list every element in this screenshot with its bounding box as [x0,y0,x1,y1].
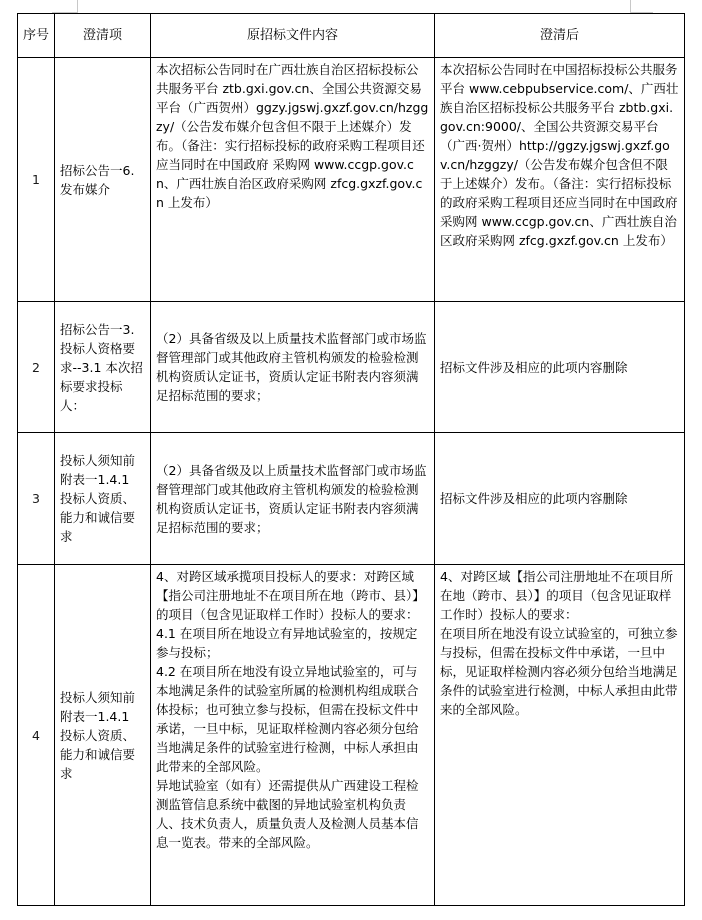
original-content: 本次招标公告同时在广西壮族自治区招标投标公共服务平台 ztb.gxi.gov.cn、全国公共资源交易平台（广西贺州）ggzy.jgswj.gxzf.gov.cn/hzggzy/（公告发布媒介包含但不限于上述媒介）发布。（备注：实行招标投标的政府采购工程项目还应当同时在中国政府 采购网 www.ccgp.gov.cn、广西壮族自治区政府采购网 zfcg.gxzf.gov.cn 上发布） [151,58,435,302]
clarified-paragraph: 4、对跨区域【指公司注册地址不在项目所在地（跨市、县）】的项目（包含见证取样工作时）投标人的要求： [440,569,673,622]
table-row [18,302,685,433]
clarified-content [435,565,685,906]
header-original-content: 原招标文件内容 [151,14,435,58]
original-paragraph: 4、对跨区域承揽项目投标人的要求：对跨区域【指公司注册地址不在项目所在地（跨市、县）】的项目（包含见证取样工作时）投标人的要求： [156,569,425,622]
original-content: （2）具备省级及以上质量技术监督部门或市场监督管理部门或其他政府主管机构颁发的检验检测机构资质认定证书，资质认定证书附表内容须满足招标范围的要求； [151,433,435,565]
row-number: 3 [18,433,55,565]
clarified-content: 招标文件涉及相应的此项内容删除 [435,433,685,565]
header-clarification-item: 澄清项 [55,14,151,58]
page-corner-mark-left [52,0,78,13]
header-after-clarification: 澄清后 [435,14,685,58]
clarification-item: 投标人须知前附表一1.4.1 投标人资质、能力和诚信要求 [55,565,151,906]
clarified-content: 本次招标公告同时在中国招标投标公共服务平台 www.cebpubservice.com/、广西壮族自治区招标投标公共服务平台 zbtb.gxi.gov.cn:9000/、全国公共资源交易平台（广西·贺州）http://ggzy.jgswj.gxzf.gov.cn/hzggzy/（公告发布媒介包含但不限于上述媒介）发布。（备注：实行招标投标的政府采购工程项目还应当同时在中国政府 采购网 www.ccgp.gov.cn、广西壮族自治区政府采购网 zfcg.gxzf.gov.cn 上发布） [435,58,685,302]
page-corner-mark-right [630,0,653,13]
original-paragraph: 4.2 在项目所在地没有设立异地试验室的，可与本地满足条件的试验室所属的检测机构组成联合体投标；也可独立参与投标，但需在投标文件中承诺，一旦中标，见证取样检测内容必须分包给当地满足条件的试验室进行检测，中标人承担由此带来的全部风险。 [156,664,419,774]
table-header-row [18,14,685,58]
table-row [18,433,685,565]
original-paragraph: 4.1 在项目所在地设立有异地试验室的，按规定参与投标； [156,626,418,660]
original-content: （2）具备省级及以上质量技术监督部门或市场监督管理部门或其他政府主管机构颁发的检验检测机构资质认定证书，资质认定证书附表内容须满足招标范围的要求； [151,302,435,433]
clarification-item: 招标公告一3.投标人资格要求--3.1 本次招标要求投标人： [55,302,151,433]
row-number: 1 [18,58,55,302]
row-number: 4 [18,565,55,906]
original-content [151,565,435,906]
clarification-table [17,13,685,906]
clarification-item: 投标人须知前附表一1.4.1 投标人资质、能力和诚信要求 [55,433,151,565]
clarification-item: 招标公告一6.发布媒介 [55,58,151,302]
clarified-content: 招标文件涉及相应的此项内容删除 [435,302,685,433]
table-row [18,565,685,906]
header-serial-number: 序号 [18,14,55,58]
row-number: 2 [18,302,55,433]
original-paragraph: 异地试验室（如有）还需提供从广西建设工程检测监管信息系统中截图的异地试验室机构负责人、技术负责人，质量负责人及检测人员基本信息一览表。带来的全部风险。 [156,778,419,850]
clarified-paragraph: 在项目所在地没有设立试验室的，可独立参与投标，但需在投标文件中承诺，一旦中标，见证取样检测内容必须分包给当地满足条件的试验室进行检测，中标人承担由此带来的全部风险。 [440,626,678,717]
table-row [18,58,685,302]
